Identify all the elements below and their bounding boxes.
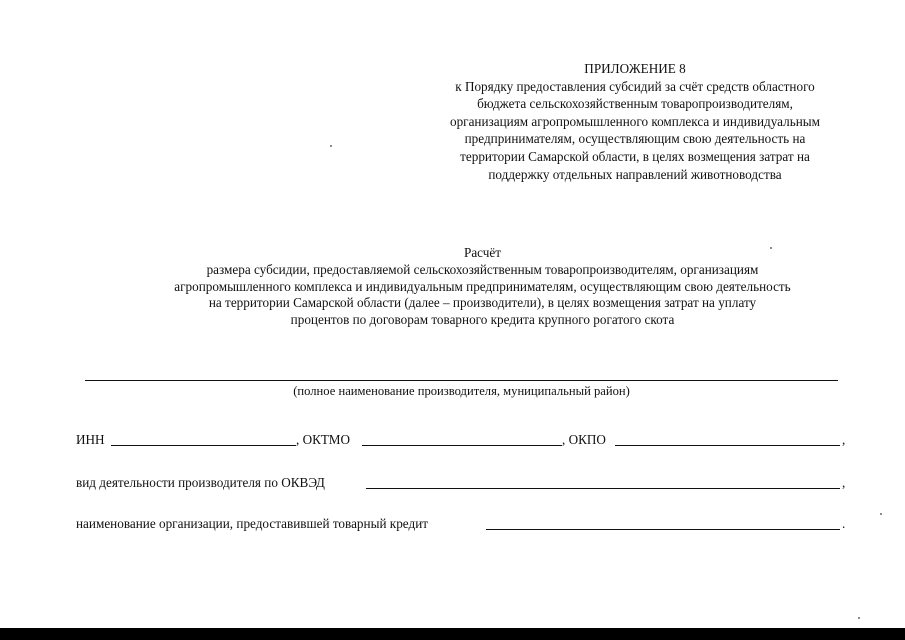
okpo-label: , ОКПО [562,432,606,447]
creditor-field[interactable] [486,529,840,530]
oktmo-field[interactable] [362,445,562,446]
scan-speck [330,145,332,147]
calculation-line: процентов по договорам товарного кредита крупного рогатого скота [290,312,675,328]
row-end-comma: , [842,432,846,447]
creditor-label: наименование организации, предоставившей товарный кредит [76,516,429,531]
inn-field[interactable] [111,445,296,446]
appendix-header [405,60,865,183]
appendix-line: организациям агропромышленного комплекса и индивидуальным [449,113,820,129]
appendix-title: ПРИЛОЖЕНИЕ 8 [584,61,686,76]
calculation-line: агропромышленного комплекса и индивидуальным предпринимателям, осуществляющим свою деятельность [174,278,791,294]
okved-label: вид деятельности производителя по ОКВЭД [76,475,325,490]
row-end-comma: , [842,475,846,490]
appendix-line: предпринимателям, осуществляющим свою деятельность на [464,131,806,147]
okved-field[interactable] [366,488,840,489]
appendix-line: территории Самарской области, в целях возмещения затрат на [460,148,810,164]
calculation-heading [60,245,905,329]
appendix-line: к Порядку предоставления субсидий за счёт средств областного [455,78,815,94]
calculation-title: Расчёт [463,245,502,260]
scan-speck [880,513,882,515]
appendix-line: поддержку отдельных направлений животноводства [488,166,782,182]
calculation-line: размера субсидии, предоставляемой сельскохозяйственным товаропроизводителям, организациям [206,261,759,277]
appendix-line: бюджета сельскохозяйственным товаропроизводителям, [477,96,793,112]
oktmo-label: , ОКТМО [296,432,351,447]
inn-label: ИНН [76,432,105,447]
producer-name-line[interactable] [85,380,838,381]
okpo-field[interactable] [615,445,840,446]
calculation-line: на территории Самарской области (далее – производители), в целях возмещения затрат на уплату [208,295,757,311]
scan-speck [858,617,860,619]
scan-speck [770,247,772,249]
producer-name-caption: (полное наименование производителя, муниципальный район) [293,384,630,398]
row-end-period: . [842,516,846,531]
scan-edge-bar [0,628,905,640]
